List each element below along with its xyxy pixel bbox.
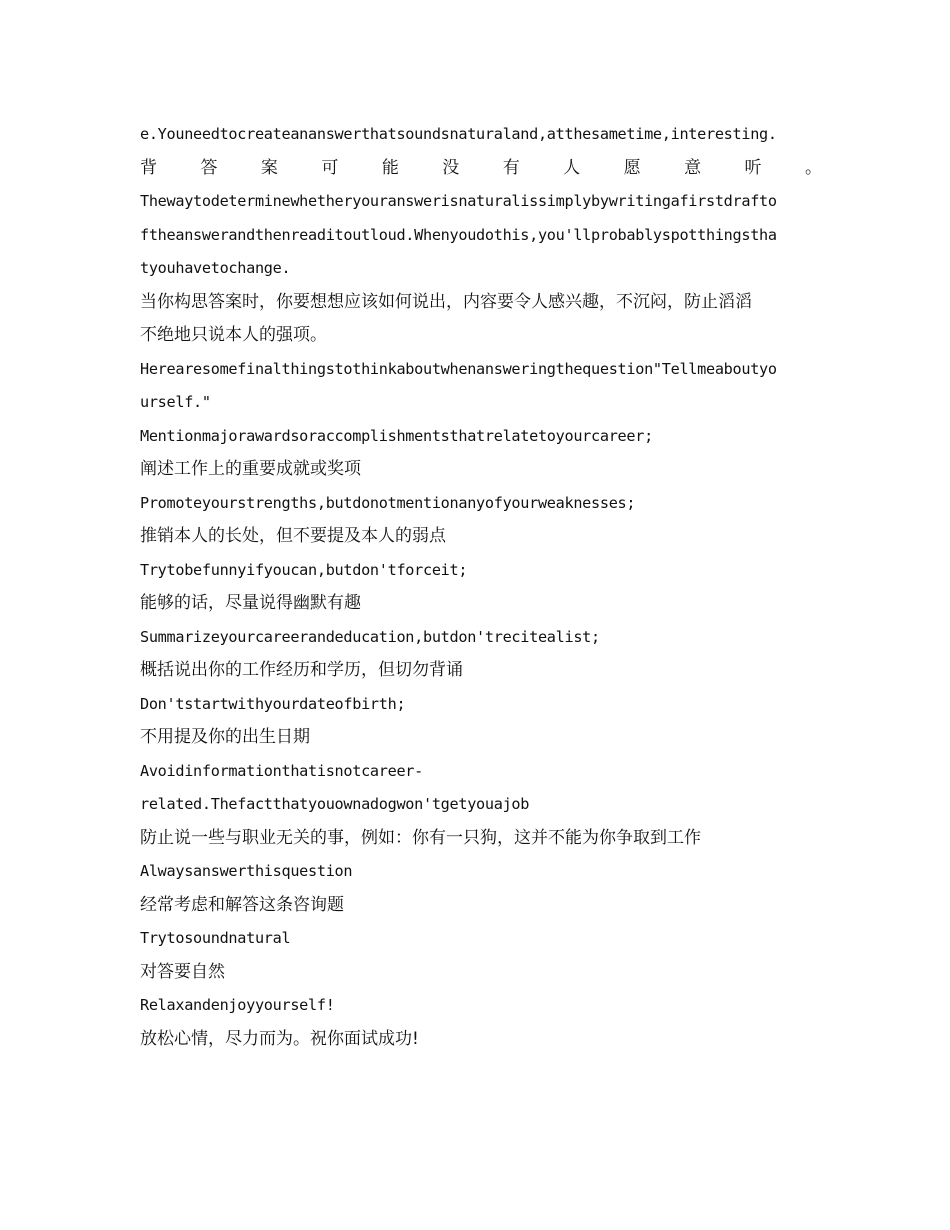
text-line: Herearesomefinalthingstothinkaboutwhenansweringthequestion"Tellmeaboutyo xyxy=(140,359,777,378)
char: 意 xyxy=(684,157,702,178)
text-line: 放松心情，尽力而为。祝你面试成功! xyxy=(140,1028,419,1049)
text-line: related.Thefactthatyouownadogwon'tgetyouajob xyxy=(140,795,530,813)
text-line: Relaxandenjoyyourself! xyxy=(140,996,335,1014)
document-page xyxy=(140,118,822,1056)
text-line: Trytobefunnyifyoucan,butdon'tforceit; xyxy=(140,560,468,579)
text-line: Avoidinformationthatisnotcareer- xyxy=(140,761,423,780)
char: 没 xyxy=(442,157,460,178)
char: 能 xyxy=(381,157,399,178)
text-line: 不绝地只说本人的强项。 xyxy=(140,325,327,345)
text-line: 当你构思答案时，你要想想应该如何说出，内容要令人感兴趣，不沉闷，防止滔滔 xyxy=(140,291,752,312)
text-line: Promoteyourstrengths,butdonotmentionanyofyourweaknesses; xyxy=(140,493,636,512)
text-line: Thewaytodeterminewhetheryouranswerisnaturalissimplybywritingafirstdrafto xyxy=(140,192,777,210)
char: 可 xyxy=(321,157,339,178)
char: 愿 xyxy=(623,157,641,178)
char: 案 xyxy=(260,157,278,178)
text-line: 防止说一些与职业无关的事，例如：你有一只狗，这并不能为你争取到工作 xyxy=(140,827,701,848)
text-line: 阐述工作上的重要成就或奖项 xyxy=(140,459,361,479)
justified-text-line xyxy=(140,152,822,186)
text-line: ftheanswerandthenreaditoutloud.Whenyoudothis,you'llprobablyspotthingstha xyxy=(140,225,777,244)
char: 。 xyxy=(804,157,822,178)
text-line: e.Youneedtocreateananswerthatsoundsnaturaland,atthesametime,interesting. xyxy=(140,125,777,143)
text-line: tyouhavetochange. xyxy=(140,259,291,277)
text-line: 经常考虑和解答这条咨询题 xyxy=(140,894,344,915)
text-line: Don'tstartwithyourdateofbirth; xyxy=(140,694,406,713)
char: 背 xyxy=(140,157,157,178)
text-line: 对答要自然 xyxy=(140,961,225,982)
char: 答 xyxy=(200,157,218,178)
text-line: Trytosoundnatural xyxy=(140,929,291,947)
text-line: 不用提及你的出生日期 xyxy=(140,727,310,747)
text-line: Alwaysanswerthisquestion xyxy=(140,862,353,880)
text-line: 概括说出你的工作经历和学历，但切勿背诵 xyxy=(140,660,463,680)
char: 人 xyxy=(563,157,581,178)
char: 有 xyxy=(502,157,520,178)
text-line: 推销本人的长处，但不要提及本人的弱点 xyxy=(140,526,446,546)
char: 听 xyxy=(744,157,762,178)
text-line: Mentionmajorawardsoraccomplishmentsthatrelatetoyourcareer; xyxy=(140,426,653,445)
text-line: Summarizeyourcareerandeducation,butdon'trecitealist; xyxy=(140,627,600,646)
text-line: 能够的话，尽量说得幽默有趣 xyxy=(140,593,361,613)
text-line: urself." xyxy=(140,393,211,411)
